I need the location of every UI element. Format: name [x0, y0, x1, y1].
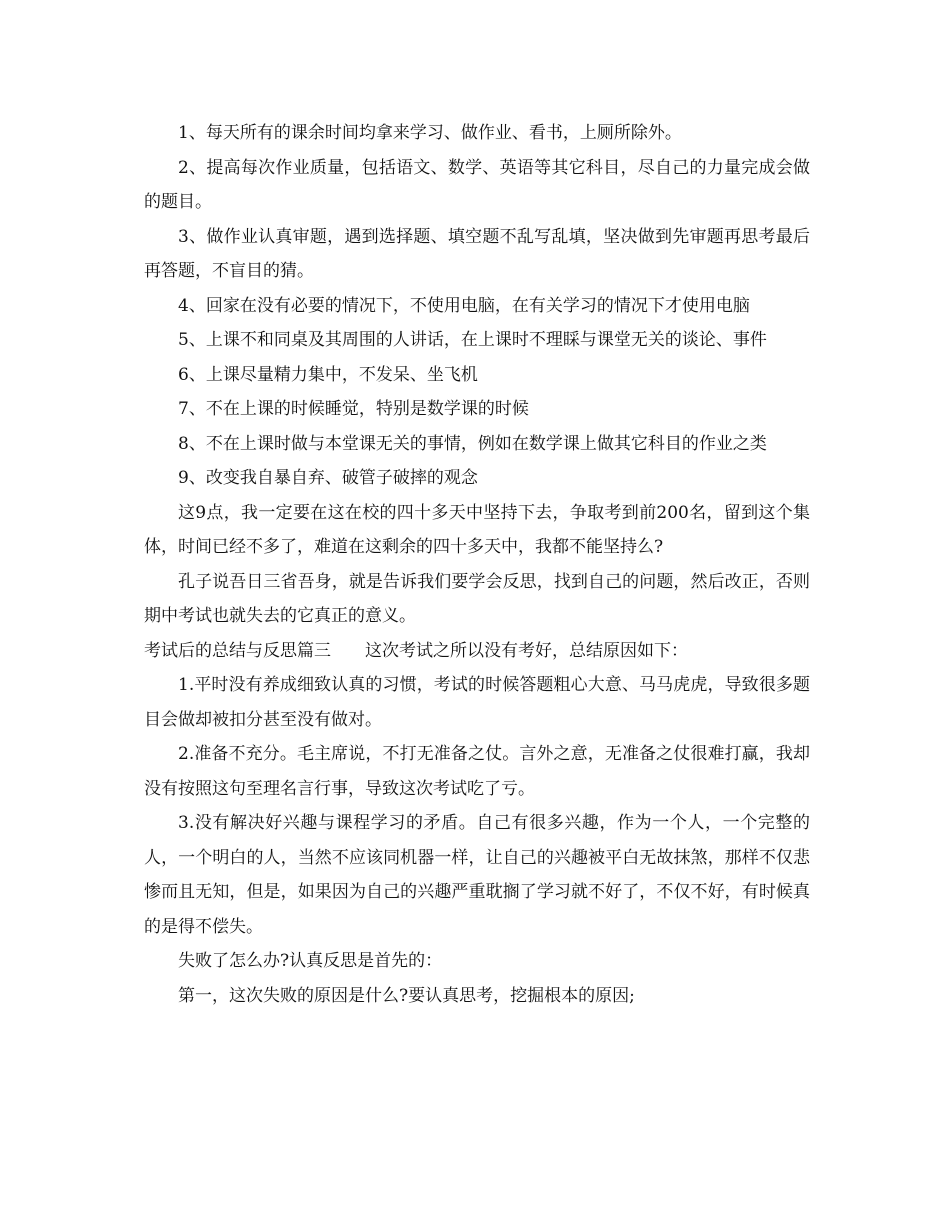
reason-item-2: 2.准备不充分。毛主席说，不打无准备之仗。言外之意，无准备之仗很难打赢，我却没有按照这句至理名言行事，导致这次考试吃了亏。	[144, 744, 810, 799]
summary-paragraph: 这9点，我一定要在这在校的四十多天中坚持下去，争取考到前200名，留到这个集体，时间已经不多了，难道在这剩余的四十多天中，我都不能坚持么?	[144, 502, 810, 557]
list-item-1: 1、每天所有的课余时间均拿来学习、做作业、看书，上厕所除外。	[178, 123, 682, 143]
list-item-3: 3、做作业认真审题，遇到选择题、填空题不乱写乱填，坚决做到先审题再思考最后再答题，不盲目的猜。	[144, 226, 810, 281]
failure-paragraph: 失败了怎么办?认真反思是首先的：	[178, 951, 443, 971]
section-heading-line: 考试后的总结与反思篇三 这次考试之所以没有考好，总结原因如下：	[144, 640, 688, 661]
reason-item-1: 1.平时没有养成细致认真的习惯，考试的时候答题粗心大意、马马虎虎，导致很多题目会做却被扣分甚至没有做对。	[144, 675, 810, 730]
list-item-9: 9、改变我自暴自弃、破管子破摔的观念	[178, 468, 478, 488]
list-item-7: 7、不在上课的时候睡觉，特别是数学课的时候	[178, 399, 529, 419]
list-item-2: 2、提高每次作业质量，包括语文、数学、英语等其它科目，尽自己的力量完成会做的题目。	[144, 157, 810, 212]
document-body	[144, 116, 810, 1013]
list-item-5: 5、上课不和同桌及其周围的人讲话，在上课时不理睬与课堂无关的谈论、事件	[178, 330, 767, 350]
list-item-8: 8、不在上课时做与本堂课无关的事情，例如在数学课上做其它科目的作业之类	[178, 433, 767, 454]
first-point-paragraph: 第一，这次失败的原因是什么?要认真思考，挖掘根本的原因;	[178, 985, 635, 1006]
list-item-4: 4、回家在没有必要的情况下，不使用电脑，在有关学习的情况下才使用电脑	[178, 295, 750, 316]
confucius-paragraph: 孔子说吾日三省吾身，就是告诉我们要学会反思，找到自己的问题，然后改正，否则期中考试也就失去的它真正的意义。	[144, 571, 810, 626]
list-item-6: 6、上课尽量精力集中，不发呆、坐飞机	[178, 364, 478, 385]
reason-item-3: 3.没有解决好兴趣与课程学习的矛盾。自己有很多兴趣，作为一个人，一个完整的人，一个明白的人，当然不应该同机器一样，让自己的兴趣被平白无故抹煞，那样不仅悲惨而且无知，但是，如果因为自己的兴趣严重耽搁了学习就不好了，不仅不好，有时候真的是得不偿失。	[144, 813, 810, 937]
